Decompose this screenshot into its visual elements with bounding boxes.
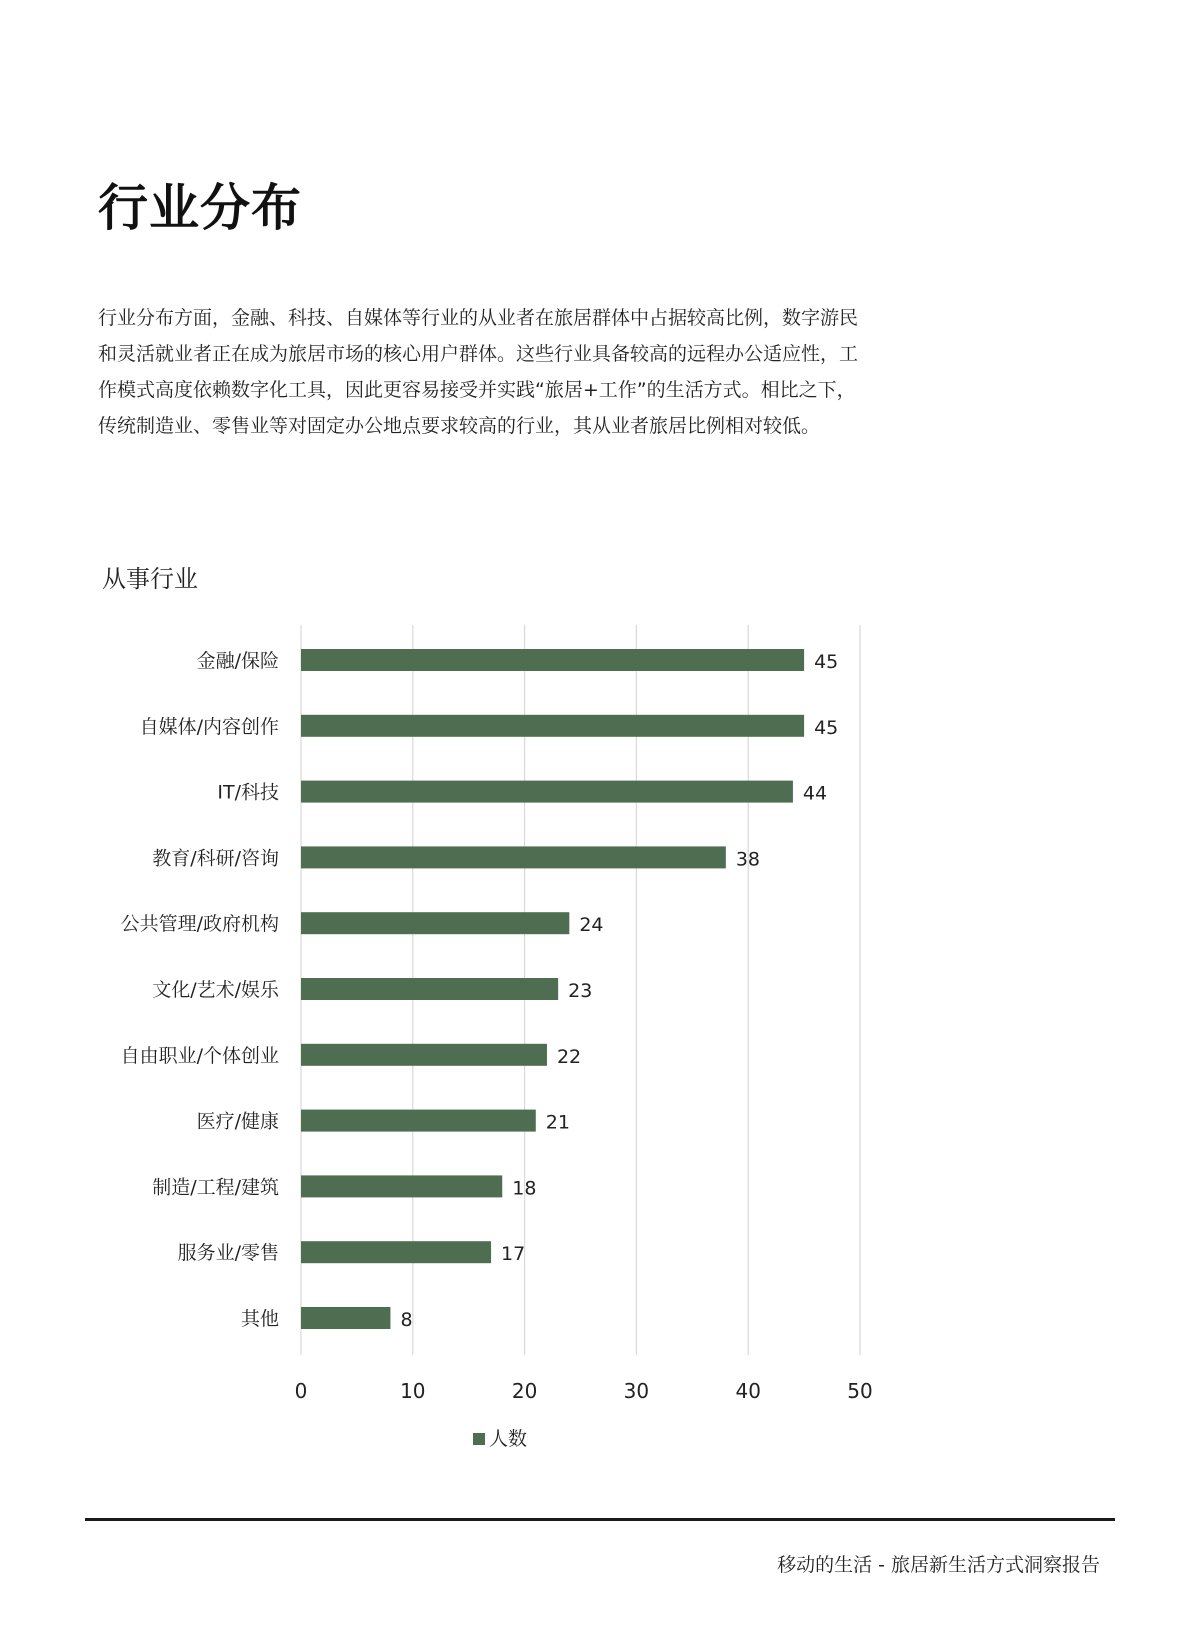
value-label: 45 <box>814 716 839 739</box>
bar <box>301 1307 390 1329</box>
bar <box>301 715 804 737</box>
category-label: 自媒体/内容创作 <box>139 715 279 738</box>
bar <box>301 1044 547 1066</box>
x-tick-label: 50 <box>847 1379 873 1403</box>
value-label: 38 <box>735 848 761 871</box>
footer-divider <box>85 1518 1115 1521</box>
category-label: 制造/工程/建筑 <box>152 1176 279 1199</box>
bar <box>301 978 558 1000</box>
value-label: 45 <box>814 651 839 673</box>
category-label: 文化/艺术/娱乐 <box>152 979 279 1001</box>
category-label: 教育/科研/咨询 <box>152 847 279 870</box>
footer-text: 移动的生活 - 旅居新生活方式洞察报告 <box>777 1554 1100 1576</box>
value-label: 8 <box>400 1309 413 1331</box>
category-label: 服务业/零售 <box>177 1242 279 1265</box>
x-tick-label: 30 <box>623 1379 650 1403</box>
bar <box>301 912 569 934</box>
bar <box>301 846 726 868</box>
bar-chart <box>0 610 1200 1450</box>
value-label: 18 <box>512 1177 537 1200</box>
value-label: 22 <box>556 1045 582 1068</box>
page-title: 行业分布 <box>98 179 302 237</box>
category-label: 金融/保险 <box>196 650 279 672</box>
category-label: 医疗/健康 <box>196 1110 279 1133</box>
x-tick-label: 40 <box>735 1379 761 1403</box>
intro-paragraph: 行业分布方面，金融、科技、自媒体等行业的从业者在旅居群体中占据较高比例，数字游民和灵活就业者正在成为旅居市场的核心用户群体。这些行业具备较高的远程办公适应性，工作模式高度依赖数字化工具，因此更容易接受并实践“旅居+工作”的生活方式。相比之下，传统制造业、零售业等对固定办公地点要求较高的行业，其从业者旅居比例相对较低。 <box>98 307 859 437</box>
category-label: 公共管理/政府机构 <box>120 913 279 936</box>
chart-title: 从事行业 <box>102 565 198 593</box>
value-label: 17 <box>501 1243 526 1266</box>
legend-swatch <box>473 1433 485 1445</box>
bar <box>301 1110 536 1132</box>
bar <box>301 1241 491 1263</box>
bar <box>301 1175 502 1197</box>
category-label: 自由职业/个体创业 <box>120 1044 279 1067</box>
value-label: 23 <box>568 980 593 1002</box>
legend-label: 人数 <box>489 1428 528 1450</box>
bar <box>301 649 804 671</box>
value-label: 21 <box>545 1111 570 1134</box>
value-label: 24 <box>579 914 604 937</box>
x-tick-label: 0 <box>294 1379 308 1403</box>
value-label: 44 <box>802 782 828 805</box>
category-label: 其他 <box>240 1308 279 1330</box>
category-label: IT/科技 <box>217 781 279 804</box>
x-tick-label: 20 <box>511 1379 538 1403</box>
bar <box>301 781 793 803</box>
x-tick-label: 10 <box>400 1379 426 1403</box>
